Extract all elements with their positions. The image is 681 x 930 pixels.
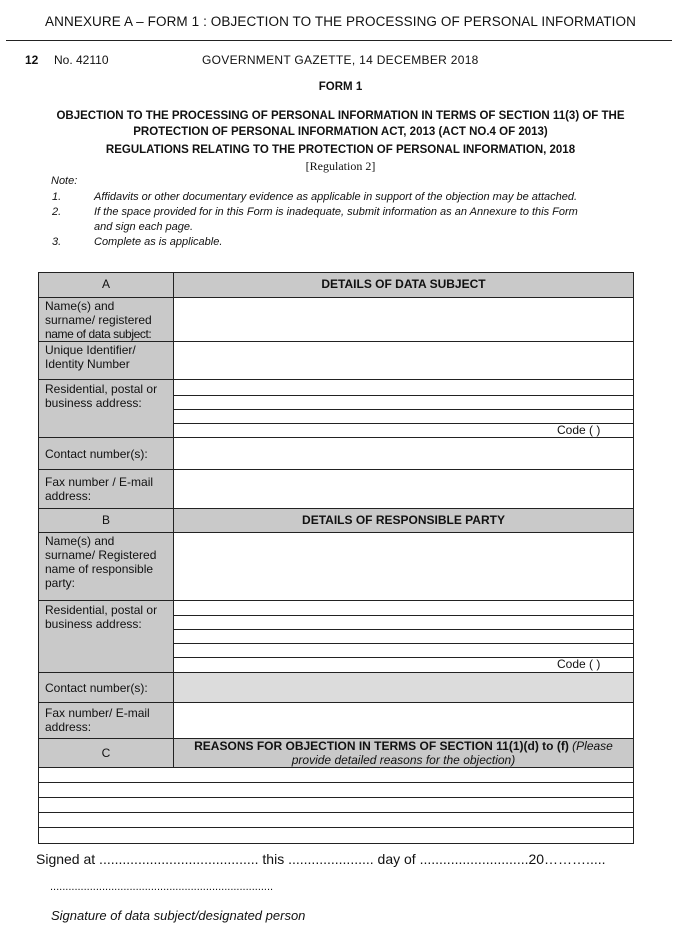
section-c-title: REASONS FOR OBJECTION IN TERMS OF SECTION 11(1)(d) to (f) (Please provide detailed reasons for the objection) (194, 739, 613, 767)
responsible-party-fax-email-field[interactable] (174, 703, 633, 738)
annexure-title: ANNEXURE A – FORM 1 : OBJECTION TO THE PROCESSING OF PERSONAL INFORMATION (45, 14, 636, 29)
responsible-party-name-label: Name(s) and surname/ Registered name of responsible party: (45, 534, 157, 590)
regulation-reference: [Regulation 2] (305, 159, 376, 173)
page-number: 12 (25, 53, 39, 67)
responsible-party-contact-field[interactable] (174, 673, 633, 702)
data-subject-contact-field[interactable] (174, 438, 633, 469)
responsible-party-name-field[interactable] (174, 533, 633, 600)
data-subject-fax-email-label: Fax number / E-mail address: (45, 475, 154, 503)
note-text: If the space provided for in this Form is inadequate, submit information as an Annexure to this Form (94, 206, 578, 218)
signed-at-line[interactable]: Signed at ......................................... this ...................... day of ............................20………..... (36, 851, 606, 867)
signature-label: Signature of data subject/designated person (51, 908, 306, 923)
note-text: and sign each page. (94, 221, 194, 233)
note-number: 3. (52, 236, 62, 248)
note-text: Affidavits or other documentary evidence as applicable in support of the objection may be attached. (94, 191, 578, 203)
data-subject-contact-label: Contact number(s): (45, 447, 148, 461)
responsible-party-postal-code: Code ( ) (557, 657, 601, 671)
header-rule (6, 40, 672, 41)
responsible-party-fax-email-label: Fax number/ E-mail address: (45, 706, 150, 734)
data-subject-address-label: Residential, postal or business address: (45, 382, 158, 410)
data-subject-postal-code: Code ( ) (557, 423, 601, 437)
data-subject-id-field[interactable] (174, 342, 633, 379)
data-subject-name-label: Name(s) and surname/ registered name of data subject: (45, 299, 152, 341)
form-label: FORM 1 (318, 81, 363, 93)
responsible-party-address-label: Residential, postal or business address: (45, 603, 158, 631)
section-b-letter: B (101, 513, 110, 527)
data-subject-name-field[interactable] (174, 298, 633, 341)
row-divider (39, 508, 634, 509)
note-number: 1. (52, 191, 62, 203)
form-heading-line-3: REGULATIONS RELATING TO THE PROTECTION OF PERSONAL INFORMATION, 2018 (105, 144, 576, 156)
section-a-letter: A (101, 277, 110, 291)
gazette-name: GOVERNMENT GAZETTE, 14 DECEMBER 2018 (202, 53, 479, 67)
objection-reasons-field[interactable] (39, 768, 634, 843)
data-subject-id-label: Unique Identifier/ Identity Number (45, 343, 136, 371)
section-b-title: DETAILS OF RESPONSIBLE PARTY (302, 513, 505, 527)
gazette-number: No. 42110 (54, 53, 109, 67)
form-heading-line-1: OBJECTION TO THE PROCESSING OF PERSONAL INFORMATION IN TERMS OF SECTION 11(3) OF THE (56, 110, 625, 122)
responsible-party-contact-label: Contact number(s): (45, 681, 148, 695)
note-text: Complete as is applicable. (94, 236, 223, 248)
form-heading-line-2: PROTECTION OF PERSONAL INFORMATION ACT, 2013 (ACT NO.4 OF 2013) (133, 126, 548, 138)
data-subject-fax-email-field[interactable] (174, 470, 633, 508)
row-divider (39, 672, 634, 673)
signature-field[interactable]: ......................................................................... (50, 881, 274, 893)
note-number: 2. (52, 206, 62, 218)
section-c-letter: C (101, 746, 111, 760)
section-a-title: DETAILS OF DATA SUBJECT (321, 277, 486, 291)
note-label: Note: (51, 175, 78, 187)
